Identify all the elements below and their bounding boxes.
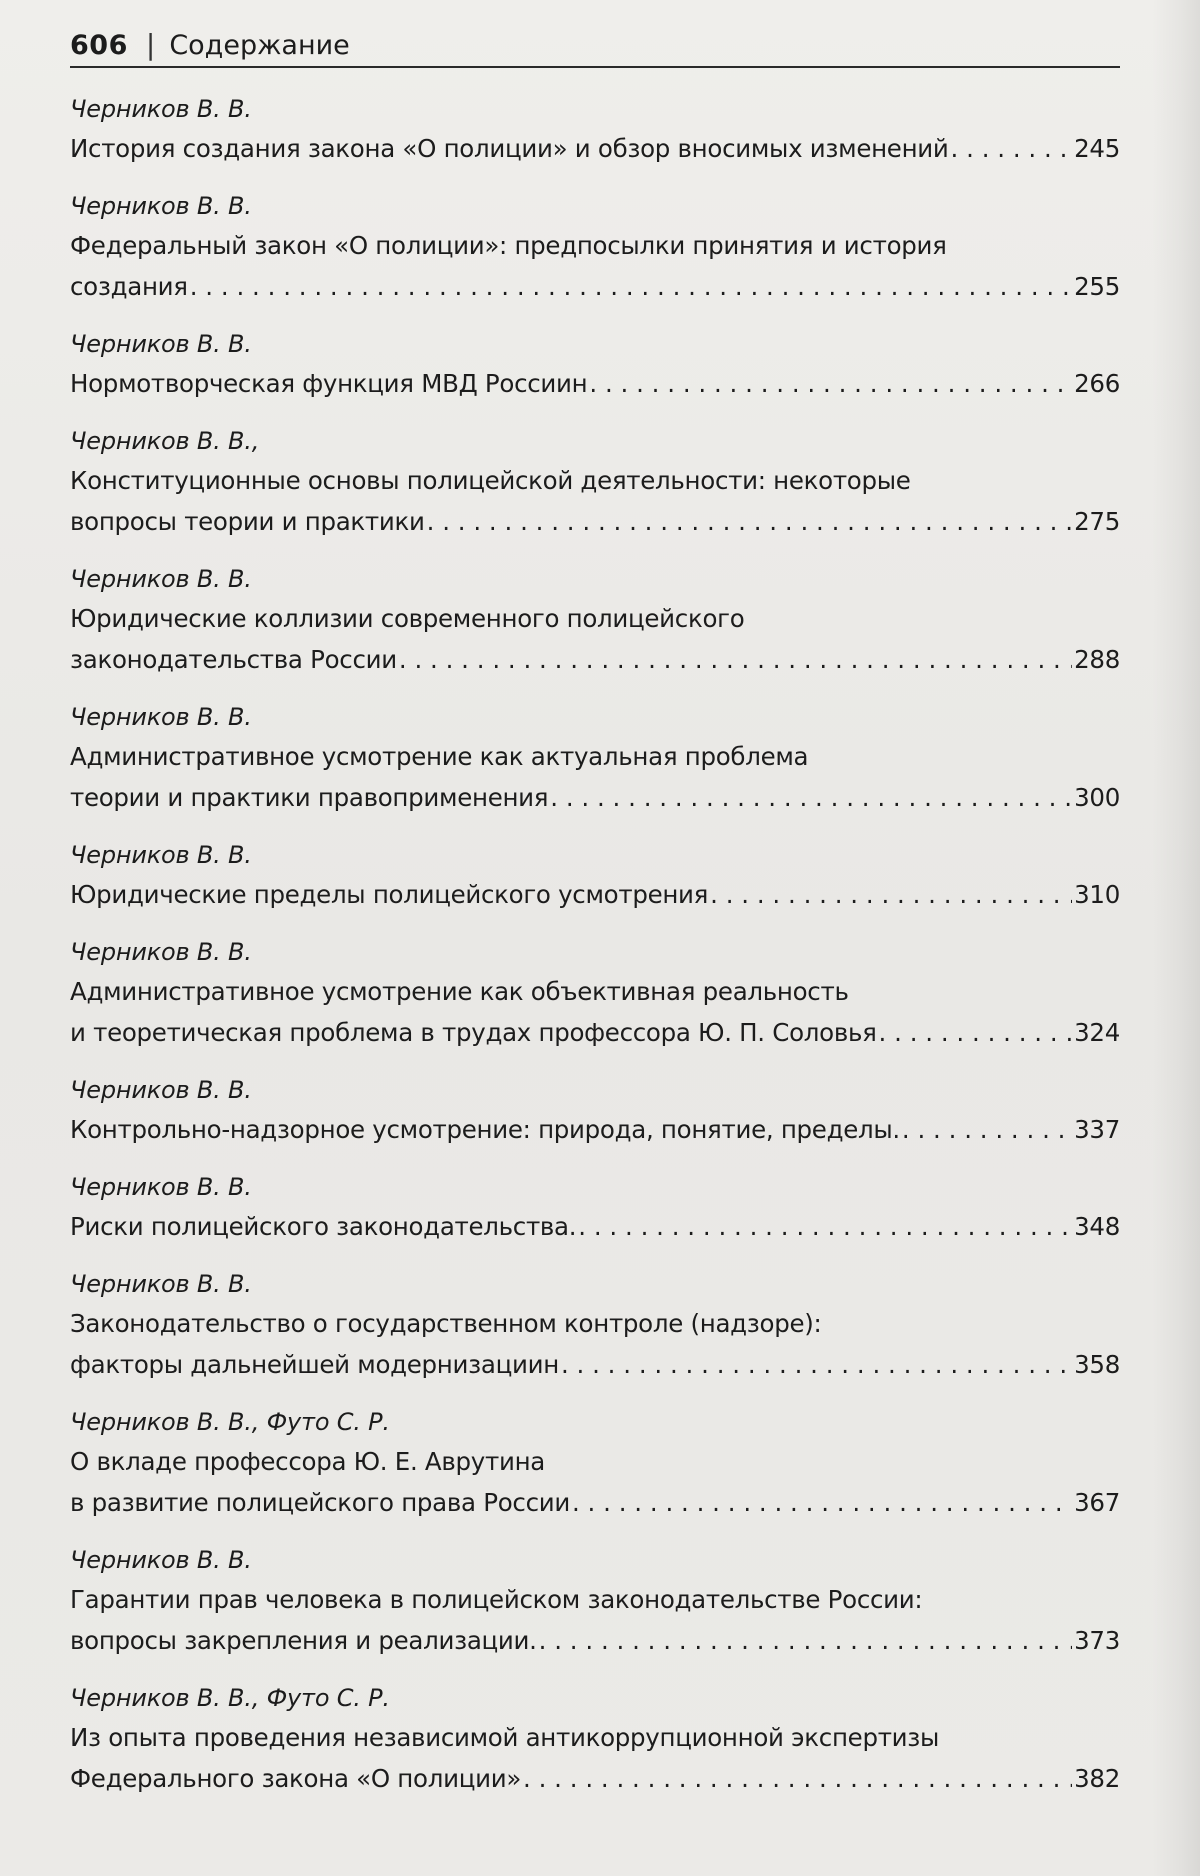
- entry-author: Черников В. В.: [70, 192, 252, 220]
- entry-title-with-leader: [70, 639, 1120, 680]
- entry-title-line: Из опыта проведения независимой антикоррупционной экспертизы: [70, 1723, 940, 1752]
- running-header: [70, 28, 1120, 68]
- entry-page-number: 324: [1074, 1018, 1120, 1047]
- entry-title-with-leader: [70, 1758, 1120, 1799]
- dot-leader: [589, 363, 1072, 404]
- toc-entry: [70, 1265, 1120, 1385]
- entry-title-with-leader: [70, 1206, 1120, 1247]
- dot-leader: [572, 1482, 1072, 1523]
- entry-author: Черников В. В., Футо С. Р.: [70, 1408, 390, 1436]
- entry-title-line: и теоретическая проблема в трудах профессора Ю. П. Соловья: [70, 1018, 877, 1047]
- entry-author: Черников В. В.,: [70, 427, 260, 455]
- entry-title-line: законодательства России: [70, 645, 397, 674]
- toc-entry: [70, 1071, 1120, 1150]
- dot-leader: [523, 1758, 1072, 1799]
- entry-author: Черников В. В.: [70, 95, 252, 123]
- entry-title-line: Контрольно-надзорное усмотрение: природа, понятие, пределы.: [70, 1115, 900, 1144]
- entry-author: Черников В. В.: [70, 1076, 252, 1104]
- entry-title-line: вопросы теории и практики: [70, 507, 425, 536]
- entry-page-number: 358: [1074, 1350, 1120, 1379]
- toc-entry: [70, 560, 1120, 680]
- entry-title-with-leader: [70, 777, 1120, 818]
- entry-page-number: 245: [1074, 134, 1120, 163]
- entry-title-line: О вкладе профессора Ю. Е. Аврутина: [70, 1447, 546, 1476]
- dot-leader: [951, 128, 1073, 169]
- entry-title-line: теории и практики правоприменения: [70, 783, 549, 812]
- entry-title-with-leader: [70, 1620, 1120, 1661]
- toc-entry: [70, 1679, 1120, 1799]
- dot-leader: [399, 639, 1072, 680]
- entry-title-with-leader: [70, 128, 1120, 169]
- entry-title-line: Гарантии прав человека в полицейском законодательстве России:: [70, 1585, 923, 1614]
- toc-entry: [70, 1168, 1120, 1247]
- entry-title-line: создания: [70, 272, 188, 301]
- entry-title-with-leader: [70, 1109, 1120, 1150]
- entry-title-with-leader: [70, 1012, 1120, 1053]
- dot-leader: [427, 501, 1073, 542]
- entry-author: Черников В. В.: [70, 938, 252, 966]
- table-of-contents: [70, 90, 1120, 1817]
- dot-leader: [902, 1109, 1072, 1150]
- entry-page-number: 300: [1074, 783, 1120, 812]
- entry-title-line: Законодательство о государственном контроле (надзоре):: [70, 1309, 822, 1338]
- entry-page-number: 310: [1074, 880, 1120, 909]
- entry-title-line: Административное усмотрение как актуальная проблема: [70, 742, 809, 771]
- dot-leader: [578, 1206, 1072, 1247]
- entry-title-with-leader: [70, 266, 1120, 307]
- entry-author: Черников В. В.: [70, 703, 252, 731]
- dot-leader: [561, 1344, 1072, 1385]
- entry-title-line: Конституционные основы полицейской деятельности: некоторые: [70, 466, 911, 495]
- section-title: Содержание: [169, 30, 350, 61]
- dot-leader: [190, 266, 1072, 307]
- toc-entry: [70, 90, 1120, 169]
- entry-title-line: факторы дальнейшей модернизациин: [70, 1350, 559, 1379]
- entry-author: Черников В. В.: [70, 1270, 252, 1298]
- page-number: 606: [70, 30, 128, 61]
- toc-entry: [70, 1541, 1120, 1661]
- dot-leader: [550, 777, 1072, 818]
- entry-page-number: 337: [1074, 1115, 1120, 1144]
- entry-title-line: в развитие полицейского права России: [70, 1488, 570, 1517]
- entry-title-line: История создания закона «О полиции» и обзор вносимых изменений: [70, 134, 949, 163]
- entry-title-line: Федерального закона «О полиции»: [70, 1764, 522, 1793]
- toc-entry: [70, 1403, 1120, 1523]
- dot-leader: [879, 1012, 1073, 1053]
- entry-title-line: Юридические пределы полицейского усмотрения: [70, 880, 709, 909]
- entry-title-with-leader: [70, 501, 1120, 542]
- entry-page-number: 288: [1074, 645, 1120, 674]
- entry-author: Черников В. В.: [70, 330, 252, 358]
- entry-title-with-leader: [70, 363, 1120, 404]
- toc-entry: [70, 836, 1120, 915]
- entry-page-number: 275: [1074, 507, 1120, 536]
- entry-author: Черников В. В.: [70, 841, 252, 869]
- entry-title-with-leader: [70, 1482, 1120, 1523]
- dot-leader: [710, 874, 1072, 915]
- entry-title-line: Административное усмотрение как объективная реальность: [70, 977, 849, 1006]
- entry-page-number: 382: [1074, 1764, 1120, 1793]
- header-separator: |: [145, 28, 156, 61]
- entry-author: Черников В. В.: [70, 1173, 252, 1201]
- entry-page-number: 367: [1074, 1488, 1120, 1517]
- entry-page-number: 373: [1074, 1626, 1120, 1655]
- entry-title-with-leader: [70, 874, 1120, 915]
- toc-entry: [70, 933, 1120, 1053]
- entry-author: Черников В. В., Футо С. Р.: [70, 1684, 390, 1712]
- entry-page-number: 266: [1074, 369, 1120, 398]
- entry-title-line: Нормотворческая функция МВД Россиин: [70, 369, 588, 398]
- toc-entry: [70, 325, 1120, 404]
- entry-author: Черников В. В.: [70, 1546, 252, 1574]
- toc-entry: [70, 187, 1120, 307]
- toc-entry: [70, 422, 1120, 542]
- entry-page-number: 255: [1074, 272, 1120, 301]
- page-edge-shadow: [1152, 0, 1200, 1876]
- entry-title-line: Риски полицейского законодательства.: [70, 1212, 577, 1241]
- entry-title-line: Юридические коллизии современного полицейского: [70, 604, 745, 633]
- entry-page-number: 348: [1074, 1212, 1120, 1241]
- entry-title-line: Федеральный закон «О полиции»: предпосылки принятия и история: [70, 231, 947, 260]
- entry-title-line: вопросы закрепления и реализации.: [70, 1626, 537, 1655]
- toc-entry: [70, 698, 1120, 818]
- entry-title-with-leader: [70, 1344, 1120, 1385]
- dot-leader: [539, 1620, 1072, 1661]
- entry-author: Черников В. В.: [70, 565, 252, 593]
